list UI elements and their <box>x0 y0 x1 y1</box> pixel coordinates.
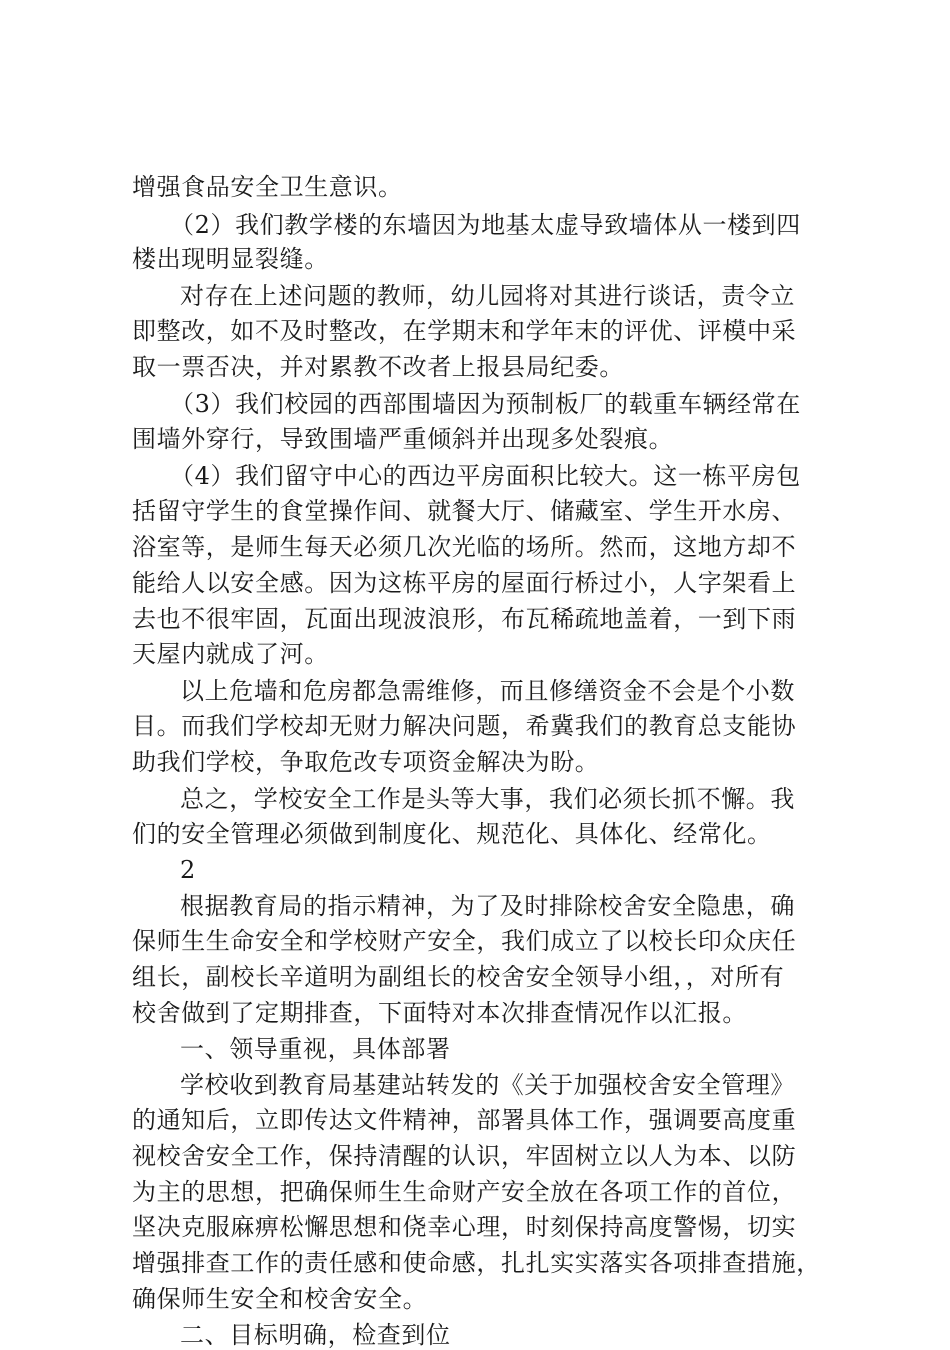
text-line: 对存在上述问题的教师，幼儿园将对其进行谈话，责令立 <box>180 282 795 310</box>
text-line: 浴室等，是师生每天必须几次光临的场所。然而，这地方却不 <box>132 533 797 561</box>
text-line: 根据教育局的指示精神，为了及时排除校舍安全隐患，确 <box>180 892 795 920</box>
section-heading: 一、领导重视，具体部署 <box>180 1035 451 1063</box>
text-line: 以上危墙和危房都急需维修，而且修缮资金不会是个小数 <box>180 677 795 705</box>
text-line: 校舍做到了定期排查，下面特对本次排查情况作以汇报。 <box>132 999 747 1027</box>
section-heading: 二、目标明确，检查到位 <box>180 1321 451 1349</box>
text-line: 为主的思想，把确保师生生命财产安全放在各项工作的首位， <box>132 1178 797 1206</box>
text-line: 保师生生命安全和学校财产安全，我们成立了以校长印众庆任 <box>132 927 797 955</box>
text-line: 确保师生安全和校舍安全。 <box>132 1285 428 1313</box>
text-line: （4）我们留守中心的西边平房面积比较大。这一栋平房包 <box>170 462 801 490</box>
text-line: 括留守学生的食堂操作间、就餐大厅、储藏室、学生开水房、 <box>132 497 797 525</box>
text-line: 天屋内就成了河。 <box>132 640 329 668</box>
text-line: 楼出现明显裂缝。 <box>132 245 329 273</box>
text-line: 视校舍安全工作，保持清醒的认识，牢固树立以人为本、以防 <box>132 1142 797 1170</box>
text-line: 取一票否决，并对累教不改者上报县局纪委。 <box>132 353 624 381</box>
section-number: 2 <box>180 856 196 884</box>
text-line: 坚决克服麻痹松懈思想和侥幸心理，时刻保持高度警惕，切实 <box>132 1213 797 1241</box>
text-line: 组长，副校长辛道明为副组长的校舍安全领导小组，，对所有 <box>132 963 785 991</box>
text-line: 即整改，如不及时整改，在学期末和学年末的评优、评模中采 <box>132 317 797 345</box>
text-line: 助我们学校，争取危改专项资金解决为盼。 <box>132 748 600 776</box>
text-line: 去也不很牢固，瓦面出现波浪形，布瓦稀疏地盖着，一到下雨 <box>132 605 797 633</box>
text-line: 能给人以安全感。因为这栋平房的屋面行桥过小，人字架看上 <box>132 569 797 597</box>
text-line: 学校收到教育局基建站转发的《关于加强校舍安全管理》 <box>180 1071 795 1099</box>
text-line: 目。而我们学校却无财力解决问题，希冀我们的教育总支能协 <box>132 712 797 740</box>
text-line: （2）我们教学楼的东墙因为地基太虚导致墙体从一楼到四 <box>170 211 801 239</box>
text-line: 的通知后，立即传达文件精神，部署具体工作，强调要高度重 <box>132 1106 797 1134</box>
text-line: 总之，学校安全工作是头等大事，我们必须长抓不懈。我 <box>180 785 795 813</box>
text-line: 增强食品安全卫生意识。 <box>132 173 403 201</box>
text-line: （3）我们校园的西部围墙因为预制板厂的载重车辆经常在 <box>170 390 801 418</box>
text-line: 们的安全管理必须做到制度化、规范化、具体化、经常化。 <box>132 820 772 848</box>
text-line: 围墙外穿行，导致围墙严重倾斜并出现多处裂痕。 <box>132 425 674 453</box>
text-line: 增强排查工作的责任感和使命感，扎扎实实落实各项排查措施， <box>132 1249 821 1277</box>
